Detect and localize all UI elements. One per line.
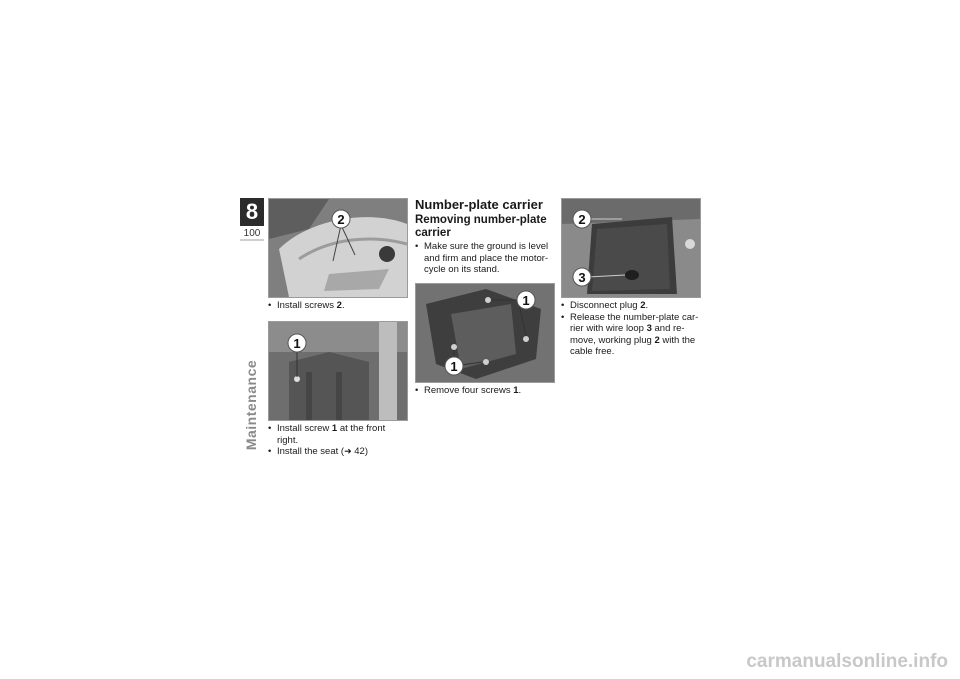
chapter-number: 8 <box>240 198 264 226</box>
steps-list-1 <box>268 300 408 312</box>
page-number: 100 <box>243 228 261 239</box>
callout-1-bottom-label: 1 <box>450 359 458 374</box>
photo-front-screw-illustration <box>269 322 407 420</box>
step-ground-level: • Make sure the ground is level and firm and place the motor-cycle on its stand. <box>415 241 555 276</box>
steps-list-4 <box>415 385 555 397</box>
photo-side-cover-illustration <box>269 199 407 297</box>
step-install-screw-front: • Install screw 1 at the front right. <box>268 423 408 446</box>
step-install-seat: • Install the seat (➜ 42) <box>268 446 408 458</box>
arrow-right-icon: ➜ <box>344 446 352 456</box>
page-number-divider <box>240 239 264 241</box>
photo-plug-wire-loop-illustration <box>562 199 700 297</box>
watermark: carmanualsonline.info <box>746 651 948 672</box>
step-release-carrier: • Release the number-plate car-rier with wire loop 3 and re-move, working plug 2 with the cable free. <box>561 312 701 358</box>
chapter-title-text: Maintenance <box>243 359 259 451</box>
step-install-screws: • Install screws 2. <box>268 300 408 312</box>
photo-front-screw <box>268 321 408 421</box>
callout-3-loop-label: 3 <box>578 270 586 285</box>
subsection-title: Removing number-plate carrier <box>415 214 547 239</box>
chapter-title <box>241 360 261 450</box>
step-remove-screws: • Remove four screws 1. <box>415 385 555 397</box>
steps-list-2 <box>268 423 408 458</box>
steps-list-3 <box>415 241 555 276</box>
callout-2-plug-label: 2 <box>578 212 586 227</box>
callout-1-label: 1 <box>293 336 301 351</box>
callout-1-top-label: 1 <box>522 293 530 308</box>
photo-side-cover <box>268 198 408 298</box>
photo-carrier-screws-illustration <box>416 284 554 382</box>
step-disconnect-plug: • Disconnect plug 2. <box>561 300 701 312</box>
section-title: Number-plate carrier <box>415 197 543 212</box>
photo-carrier-screws <box>415 283 555 383</box>
photo-plug-wire-loop <box>561 198 701 298</box>
callout-2-label: 2 <box>337 212 345 227</box>
steps-list-5 <box>561 300 701 358</box>
